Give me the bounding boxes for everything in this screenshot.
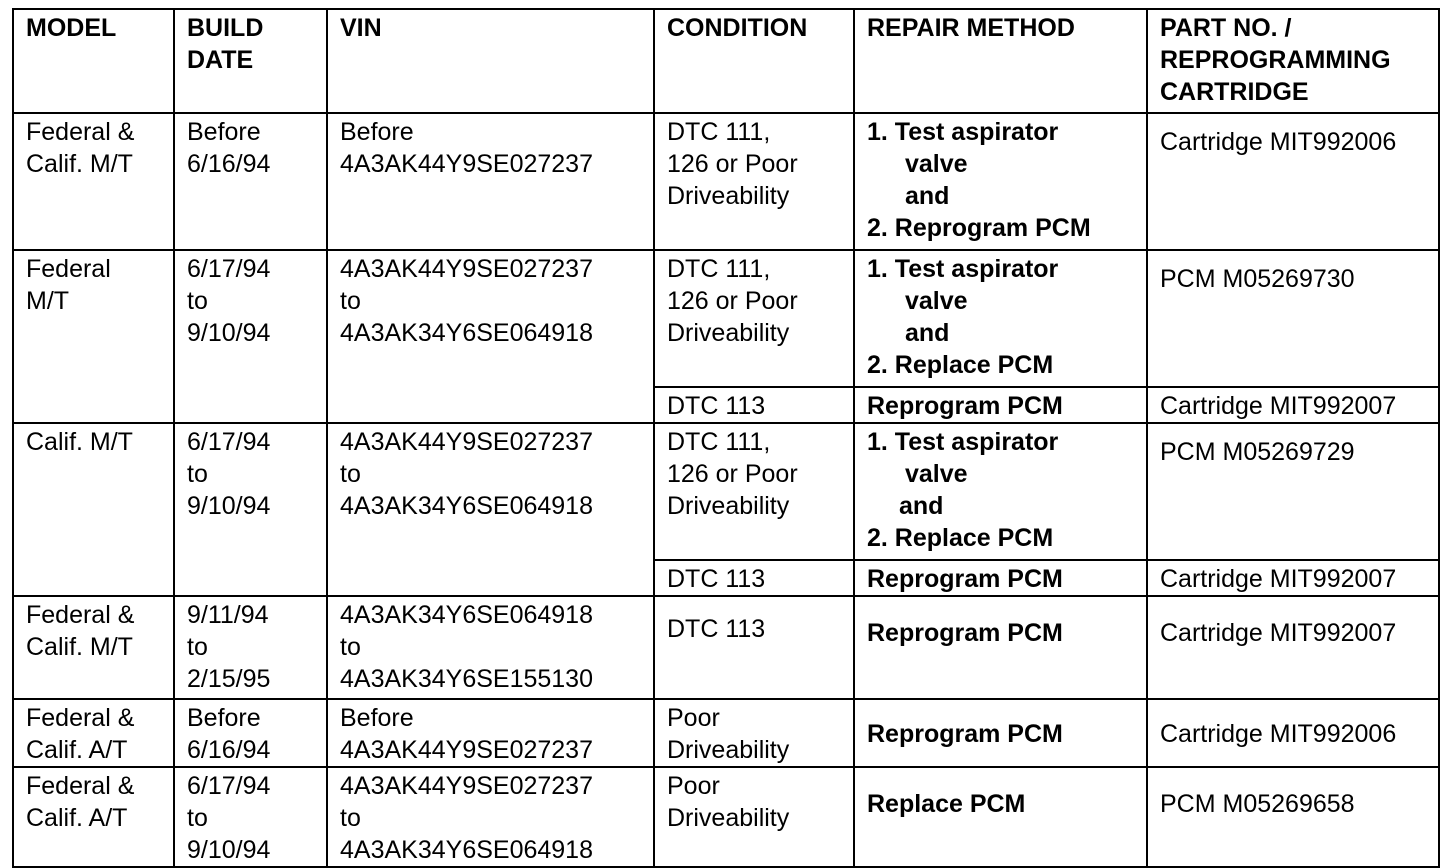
vin-cell (327, 423, 654, 596)
part-no-cell (1147, 423, 1439, 560)
cell-line: MODEL (26, 14, 117, 42)
header-repair-method (854, 9, 1147, 113)
build-date-cell (174, 250, 327, 423)
repair-step: 1. Test aspirator (867, 428, 1059, 456)
cell-line: 4A3AK34Y6SE064918 (340, 492, 593, 520)
condition-cell (654, 596, 854, 699)
repair-step: and (899, 492, 944, 520)
repair-step: Reprogram PCM (867, 392, 1063, 420)
vin-cell (327, 767, 654, 867)
header-vin (327, 9, 654, 113)
model-cell (13, 250, 174, 423)
repair-step: 1. Test aspirator (867, 255, 1059, 283)
table-row (13, 767, 1439, 867)
model-cell (13, 113, 174, 250)
cell-line: to (187, 633, 208, 661)
table-row (13, 250, 1439, 387)
cell-line: 9/10/94 (187, 319, 271, 347)
repair-step: 2. Replace PCM (867, 351, 1054, 379)
repair-step: valve (905, 287, 968, 315)
part-no-text: Cartridge MIT992007 (1160, 619, 1397, 647)
repair-method-cell (854, 560, 1147, 596)
part-no-cell (1147, 767, 1439, 867)
cell-line: Calif. A/T (26, 736, 128, 764)
cell-line: to (187, 804, 208, 832)
vin-cell (327, 596, 654, 699)
cell-line: Driveability (667, 736, 790, 764)
header-build-date (174, 9, 327, 113)
cell-line: to (340, 460, 361, 488)
condition-cell (654, 113, 854, 250)
cell-line: Calif. A/T (26, 804, 128, 832)
cell-line: PART NO. / (1160, 14, 1292, 42)
model-cell (13, 699, 174, 767)
condition-cell (654, 560, 854, 596)
cell-line: Poor (667, 704, 720, 732)
cell-line: VIN (340, 14, 382, 42)
repair-text: Replace PCM (867, 790, 1026, 818)
cell-line: Driveability (667, 492, 790, 520)
header-row (13, 9, 1439, 113)
cell-line: to (187, 460, 208, 488)
cell-line: 4A3AK34Y6SE064918 (340, 319, 593, 347)
part-no-text: PCM M05269730 (1160, 265, 1355, 293)
repair-method-cell (854, 596, 1147, 699)
cell-line: Poor (667, 772, 720, 800)
cell-line: 126 or Poor (667, 460, 798, 488)
cell-line: Before (340, 118, 414, 146)
table-row (13, 596, 1439, 699)
repair-method-cell (854, 387, 1147, 423)
cell-line: M/T (26, 287, 70, 315)
build-date-cell (174, 596, 327, 699)
cell-line: 4A3AK44Y9SE027237 (340, 150, 593, 178)
part-no-cell (1147, 113, 1439, 250)
part-no-text: PCM M05269658 (1160, 790, 1355, 818)
table-row (13, 113, 1439, 250)
repair-method-cell (854, 250, 1147, 387)
cell-line: 6/17/94 (187, 255, 271, 283)
header-model (13, 9, 174, 113)
repair-step: Reprogram PCM (867, 565, 1063, 593)
cell-line: Driveability (667, 319, 790, 347)
cell-line: Driveability (667, 804, 790, 832)
cell-line: Federal & (26, 118, 135, 146)
cell-line: 4A3AK44Y9SE027237 (340, 428, 593, 456)
cell-line: DTC 111, (667, 255, 771, 283)
cell-line: to (340, 804, 361, 832)
part-no-cell (1147, 250, 1439, 387)
header-condition (654, 9, 854, 113)
cell-line: DTC 111, (667, 428, 771, 456)
part-no-cell (1147, 596, 1439, 699)
repair-method-cell (854, 113, 1147, 250)
cell-line: Calif. M/T (26, 150, 133, 178)
part-no-cell: Cartridge MIT992006 (1147, 699, 1439, 767)
repair-method-cell: Reprogram PCM (854, 699, 1147, 767)
cell-line: Federal & (26, 601, 135, 629)
part-no-text: PCM M05269729 (1160, 438, 1355, 466)
cell-line: 4A3AK34Y6SE155130 (340, 665, 593, 693)
build-date-cell (174, 423, 327, 596)
cell-line: 4A3AK44Y9SE027237 (340, 772, 593, 800)
part-no-cell: Cartridge MIT992007 (1147, 387, 1439, 423)
cell-line: 126 or Poor (667, 150, 798, 178)
table-row (13, 423, 1439, 560)
cell-line: 4A3AK34Y6SE064918 (340, 601, 593, 629)
cell-line: CARTRIDGE (1160, 78, 1309, 106)
repair-text: Reprogram PCM (867, 619, 1063, 647)
cell-line: 6/16/94 (187, 150, 271, 178)
cell-line: Driveability (667, 182, 790, 210)
repair-step: and (905, 182, 950, 210)
part-no-text: Cartridge MIT992006 (1160, 128, 1397, 156)
model-cell (13, 767, 174, 867)
cell-line: 126 or Poor (667, 287, 798, 315)
cell-line: DTC 113 (667, 565, 766, 593)
condition-cell (654, 387, 854, 423)
build-date-cell (174, 113, 327, 250)
cell-line: 9/11/94 (187, 601, 269, 629)
cell-line: Calif. M/T (26, 633, 133, 661)
cell-line: Federal (26, 255, 111, 283)
model-cell (13, 596, 174, 699)
part-no-cell: Cartridge MIT992007 (1147, 560, 1439, 596)
cell-line: 4A3AK34Y6SE064918 (340, 836, 593, 864)
cell-line: 2/15/95 (187, 665, 271, 693)
cell-line: to (187, 287, 208, 315)
cell-line: Before (187, 118, 261, 146)
table-row (13, 699, 1439, 767)
cell-line: 6/17/94 (187, 772, 271, 800)
repair-step: 2. Replace PCM (867, 524, 1054, 552)
repair-step: and (905, 319, 950, 347)
repair-table (12, 8, 1440, 868)
cell-line: CONDITION (667, 14, 808, 42)
condition-cell (654, 423, 854, 560)
condition-cell (654, 767, 854, 867)
repair-method-cell (854, 767, 1147, 867)
cell-line: 4A3AK44Y9SE027237 (340, 736, 593, 764)
cell-line: to (340, 633, 361, 661)
header-part-no (1147, 9, 1439, 113)
condition-text: DTC 113 (667, 615, 766, 643)
condition-cell (654, 699, 854, 767)
build-date-cell (174, 699, 327, 767)
cell-line: REPROGRAMMING (1160, 46, 1391, 74)
repair-step: 1. Test aspirator (867, 118, 1059, 146)
cell-line: 6/16/94 (187, 736, 271, 764)
cell-line: 9/10/94 (187, 836, 271, 864)
cell-line: Before (187, 704, 261, 732)
cell-line: REPAIR METHOD (867, 14, 1075, 42)
cell-line: DATE (187, 46, 254, 74)
cell-line: DTC 113 (667, 392, 766, 420)
cell-line: 6/17/94 (187, 428, 271, 456)
vin-cell (327, 699, 654, 767)
repair-step: 2. Reprogram PCM (867, 214, 1091, 242)
cell-line: Before (340, 704, 414, 732)
model-cell (13, 423, 174, 596)
repair-method-cell (854, 423, 1147, 560)
build-date-cell (174, 767, 327, 867)
cell-line: Federal & (26, 704, 135, 732)
cell-line: 4A3AK44Y9SE027237 (340, 255, 593, 283)
cell-line: 9/10/94 (187, 492, 271, 520)
repair-step: valve (905, 150, 968, 178)
cell-line: DTC 111, (667, 118, 771, 146)
vin-cell (327, 113, 654, 250)
cell-line: to (340, 287, 361, 315)
condition-cell (654, 250, 854, 387)
repair-step: valve (905, 460, 968, 488)
cell-line: Calif. M/T (26, 428, 133, 456)
cell-line: Federal & (26, 772, 135, 800)
cell-line: BUILD (187, 14, 264, 42)
vin-cell (327, 250, 654, 423)
